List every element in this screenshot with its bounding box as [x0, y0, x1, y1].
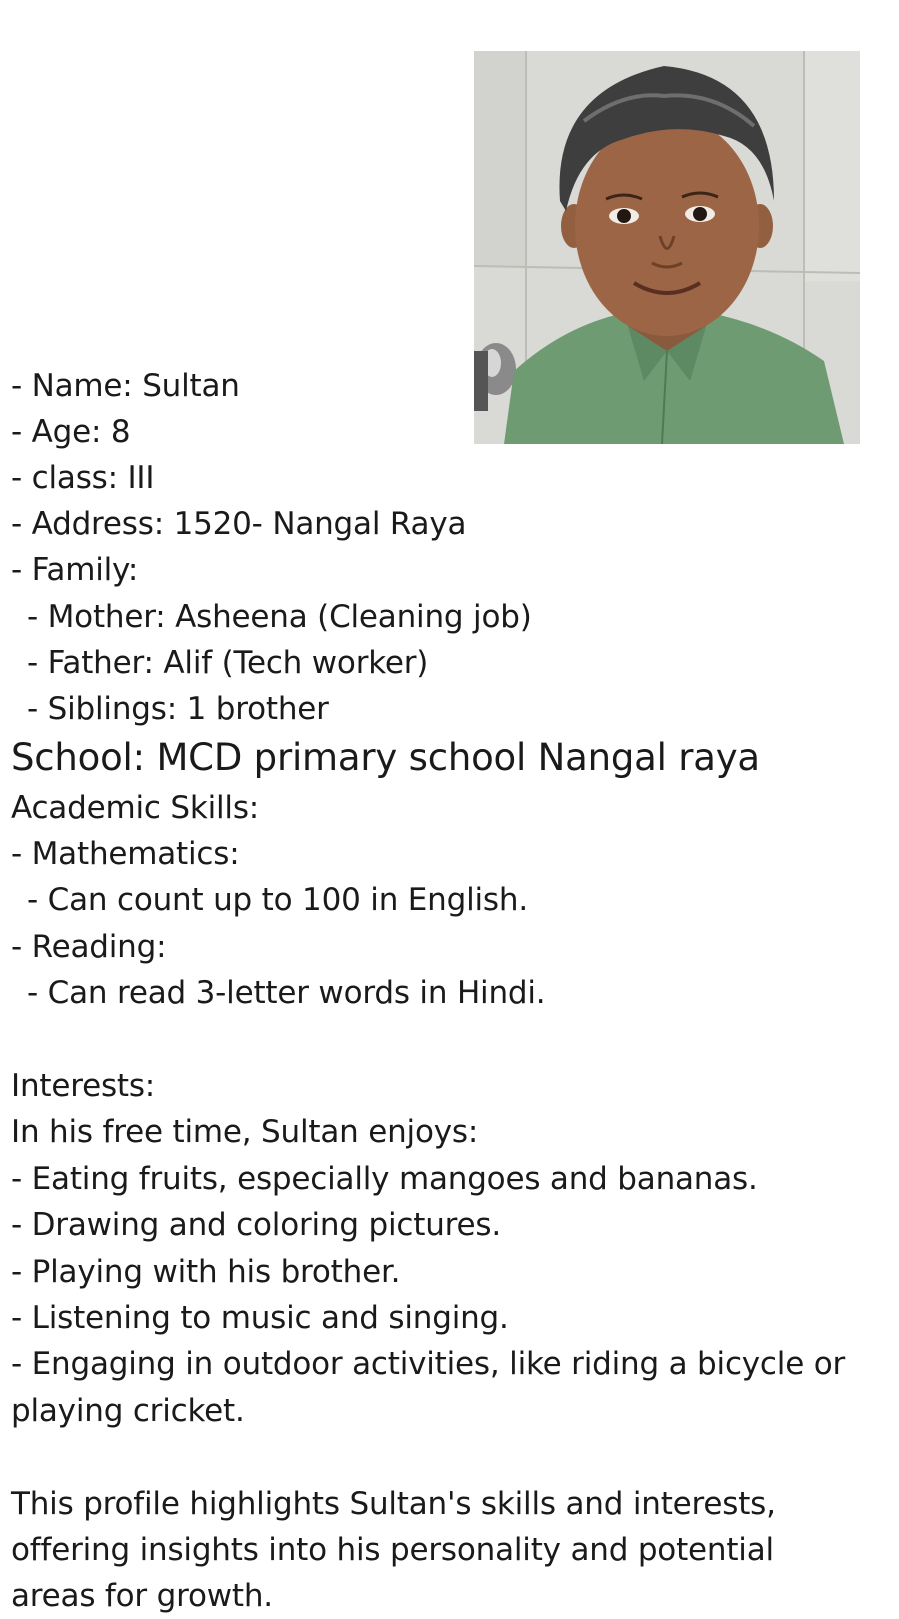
profile-family-label: - Family: [11, 552, 139, 588]
school-line: School: MCD primary school Nangal raya [11, 736, 760, 779]
interests-intro: In his free time, Sultan enjoys: [11, 1114, 479, 1150]
summary-line-3: areas for growth. [11, 1578, 273, 1614]
academic-math-label: - Mathematics: [11, 836, 240, 872]
profile-name: - Name: Sultan [11, 368, 240, 404]
interest-item-continued: playing cricket. [11, 1393, 245, 1429]
profile-photo [474, 51, 860, 444]
profile-address: - Address: 1520- Nangal Raya [11, 506, 467, 542]
academic-math-detail: - Can count up to 100 in English. [27, 882, 528, 918]
interest-item: - Playing with his brother. [11, 1254, 401, 1290]
interests-heading: Interests: [11, 1068, 156, 1104]
interest-item: - Listening to music and singing. [11, 1300, 509, 1336]
academic-reading-detail: - Can read 3-letter words in Hindi. [27, 975, 546, 1011]
profile-siblings: - Siblings: 1 brother [27, 691, 329, 727]
boy-photo-illustration [474, 51, 860, 444]
profile-father: - Father: Alif (Tech worker) [27, 645, 429, 681]
academic-heading: Academic Skills: [11, 790, 260, 826]
interest-item: - Drawing and coloring pictures. [11, 1207, 501, 1243]
summary-line-2: offering insights into his personality and potential [11, 1532, 774, 1568]
profile-age: - Age: 8 [11, 414, 131, 450]
summary-line-1: This profile highlights Sultan's skills and interests, [11, 1486, 776, 1522]
profile-class: - class: III [11, 460, 155, 496]
interest-item: - Eating fruits, especially mangoes and bananas. [11, 1161, 758, 1197]
profile-mother: - Mother: Asheena (Cleaning job) [27, 599, 532, 635]
academic-reading-label: - Reading: [11, 929, 167, 965]
interest-item: - Engaging in outdoor activities, like riding a bicycle or [11, 1346, 846, 1382]
